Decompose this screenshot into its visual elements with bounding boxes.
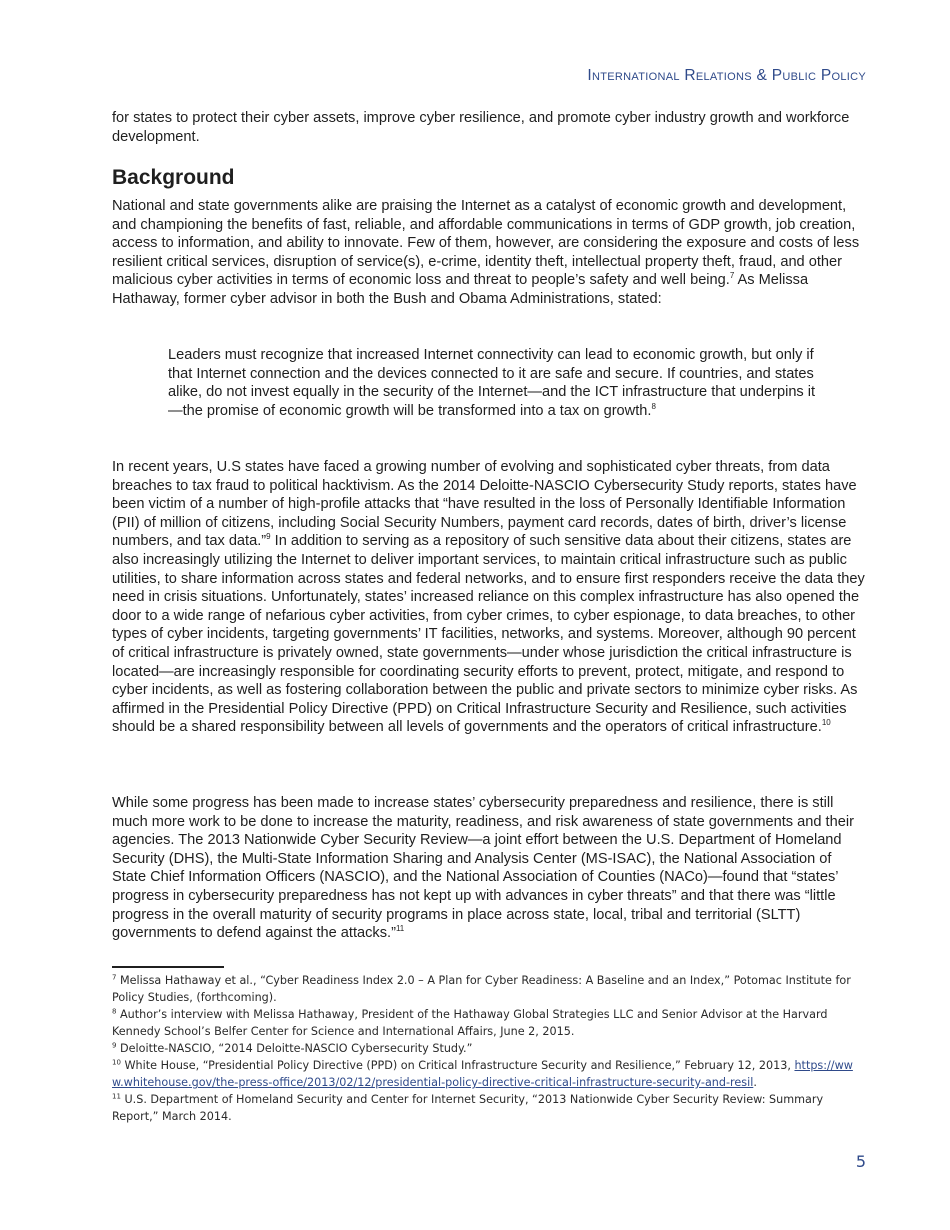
- footnote-11: $^{11}$ U.S. Department of Homeland Security and Center for Internet Security, “2013 Nationwide Cyber Security Review: Summary Report,” March 2014.: [112, 1092, 824, 1123]
- background-paragraph-1-block: [112, 197, 867, 309]
- intro-continuation-block: [112, 109, 867, 146]
- running-header: International Relations & Public Policy: [587, 67, 866, 84]
- footnote-10: $^{10}$ White House, “Presidential Policy Directive (PPD) on Critical Infrastructure Security and Resilience,” February 12, 2013, https://www.whitehouse.gov/the-press-office/2013/02/12/presidential-policy-directive-critical-infrastructure-security-and-resil.: [112, 1058, 853, 1089]
- block-quote: [112, 346, 867, 420]
- footnotes: [112, 972, 857, 1125]
- intro-paragraph: for states to protect their cyber assets, improve cyber resilience, and promote cyber industry growth and workforce development.: [112, 110, 850, 145]
- background-paragraph-1: National and state governments alike are praising the Internet as a catalyst of economic growth and development, and championing the benefits of fast, reliable, and affordable communications in terms of GDP growth, job creation, access to information, and ability to innovate. Few of them, however, are considering the exposure and costs of less resilient critical services, disruption of service(s), e-crime, identity theft, intellectual property theft, fraud, and other malicious cyber activities in terms of economic loss and threat to people’s safety and well being.$^7$ As Melissa Hathaway, former cyber advisor in both the Bush and Obama Administrations, stated:: [112, 198, 860, 307]
- quote-text: Leaders must recognize that increased Internet connectivity can lead to economic growth, but only if that Internet connection and the devices connected to it are safe and secure. If countries, and states alike, do not invest equally in the security of the Internet—and the ICT infrastructure that underpins it—the promise of economic growth will be transformed into a tax on growth.$^8$: [168, 347, 816, 419]
- footnote-ref-7[interactable]: 7: [729, 271, 735, 281]
- footnote-ref-9[interactable]: 9: [266, 532, 271, 542]
- footnote-8: $^8$ Author’s interview with Melissa Hathaway, President of the Hathaway Global Strategies LLC and Senior Advisor at the Harvard Kennedy School’s Belfer Center for Science and International Affairs, June 2, 2015.: [112, 1007, 828, 1038]
- background-paragraph-2-block: [112, 458, 867, 737]
- footnote-ref-10[interactable]: 10: [821, 718, 831, 728]
- footnote-ref-11[interactable]: 11: [395, 924, 405, 934]
- background-paragraph-3-block: [112, 794, 867, 943]
- section-heading: Background: [112, 166, 235, 189]
- footnote-9: $^9$ Deloitte-NASCIO, “2014 Deloitte-NASCIO Cybersecurity Study.”: [112, 1041, 473, 1055]
- whitehouse-link[interactable]: https://www.whitehouse.gov/the-press-office/2013/02/12/presidential-policy-directive-critical-infrastructure-security-and-resil: [112, 1059, 853, 1089]
- background-paragraph-2: In recent years, U.S states have faced a growing number of evolving and sophisticated cyber threats, from data breaches to tax fraud to political hacktivism. As the 2014 Deloitte-NASCIO Cybersecurity Study reports, states have been victim of a number of high-profile attacks that “have resulted in the loss of Personally Identifiable Information (PII) of million of citizens, including Social Security Numbers, payment card records, dates of birth, driver’s license numbers, and tax data.”$^9$ In addition to serving as a repository of such sensitive data about their citizens, states are also increasingly utilizing the Internet to deliver important services, to maintain critical infrastructure such as public utilities, to share information across states and federal networks, and to ensure first responders receive the data they need in crisis situations. Unfortunately, states’ increased reliance on this complex infrastructure has also opened the door to a wide range of nefarious cyber activities, from cyber crimes, to cyber espionage, to data breaches, to other types of cyber incidents, targeting governments’ IT facilities, networks, and systems. Moreover, although 90 percent of critical infrastructure is privately owned, state governments—under whose jurisdiction the critical infrastructure is located—are increasingly responsible for coordinating security efforts to prevent, protect, mitigate, and respond to cyber incidents, as well as fostering collaboration between the public and private sectors to minimize cyber risks. As affirmed in the Presidential Policy Directive (PPD) on Critical Infrastructure Security and Resilience, such activities should be a shared responsibility between all levels of governments and the operators of critical infrastructure.$^{10}$: [112, 459, 865, 736]
- page-number: 5: [855, 1152, 866, 1171]
- footnote-ref-8[interactable]: 8: [651, 401, 656, 411]
- background-section: [112, 165, 867, 191]
- footnote-divider: [112, 966, 224, 968]
- background-paragraph-3: While some progress has been made to increase states’ cybersecurity preparedness and resilience, there is still much more work to be done to increase the maturity, readiness, and risk awareness of state governments and their agencies. The 2013 Nationwide Cyber Security Review—a joint effort between the U.S. Department of Homeland Security (DHS), the Multi-State Information Sharing and Analysis Center (MS-ISAC), the National Association of State Chief Information Officers (NASCIO), and the National Association of Counties (NACo)—found that “states’ progress in cybersecurity preparedness has not kept up with advances in cyber threats” and that there was “little progress in the overall maturity of security programs in place across state, local, tribal and territorial (SLTT) governments to defend against the attacks.”$^{11}$: [112, 795, 854, 942]
- footnote-7: $^7$ Melissa Hathaway et al., “Cyber Readiness Index 2.0 – A Plan for Cyber Readiness: A Baseline and an Index,” Potomac Institute for Policy Studies, (forthcoming).: [112, 973, 851, 1004]
